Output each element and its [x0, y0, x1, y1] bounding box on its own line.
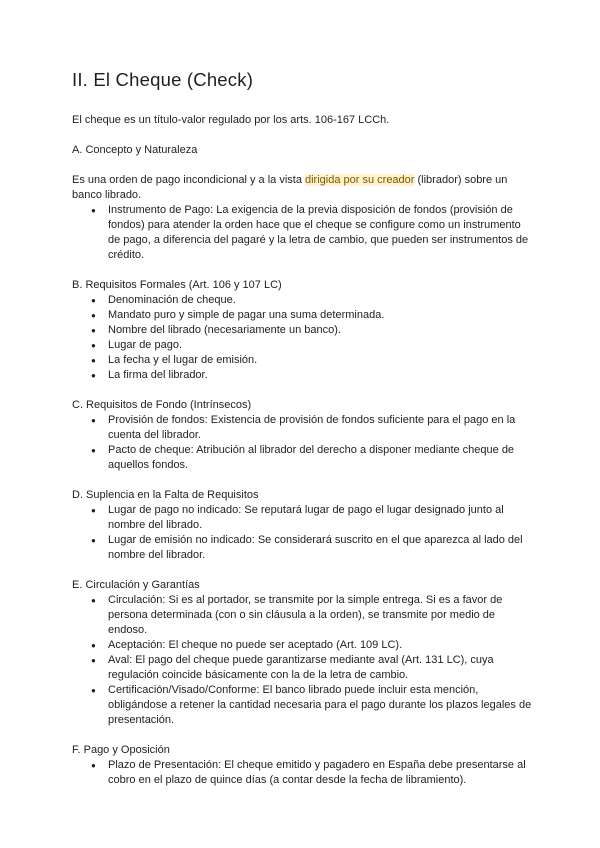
list-item: ● Plazo de Presentación: El cheque emitido y pagadero en España debe presentarse al cobro en el plazo de quince días (a contar desde la fecha de libramiento). [108, 758, 532, 788]
section-f-heading: F. Pago y Oposición [72, 744, 170, 756]
section-d-heading: D. Suplencia en la Falta de Requisitos [72, 489, 259, 501]
section-a-text-after: (librador) sobre un banco librado. [72, 174, 508, 201]
list-item: ● Instrumento de Pago: La exigencia de la previa disposición de fondos (provisión de fondos) para atender la orden hace que el cheque se configure como un instrumento de pago, a diferencia del pagaré y la letra de cambio, que pueden ser instrumentos de crédito. [108, 203, 532, 263]
list-item: ● Aceptación: El cheque no puede ser aceptado (Art. 109 LC). [108, 638, 532, 653]
list-item: ● Lugar de pago no indicado: Se reputará lugar de pago el lugar designado junto al nombre del librado. [108, 503, 532, 533]
list-item: ● Pacto de cheque: Atribución al librador del derecho a disponer mediante cheque de aquellos fondos. [108, 443, 532, 473]
document-page [72, 68, 532, 788]
section-b-heading: B. Requisitos Formales (Art. 106 y 107 LC) [72, 279, 282, 291]
list-item: ● Nombre del librado (necesariamente un banco). [108, 323, 532, 338]
list-item: ● Aval: El pago del cheque puede garantizarse mediante aval (Art. 131 LC), cuya regulación coincide básicamente con la de la letra de cambio. [108, 653, 532, 683]
page-title: II. El Cheque (Check) [72, 69, 254, 90]
list-item: ● Provisión de fondos: Existencia de provisión de fondos suficiente para el pago en la cuenta del librador. [108, 413, 532, 443]
section-e-list [72, 593, 532, 728]
section-c-list [72, 413, 532, 473]
section-a-heading: A. Concepto y Naturaleza [72, 144, 198, 156]
list-item: ● Denominación de cheque. [108, 293, 532, 308]
list-item: ● Certificación/Visado/Conforme: El banco librado puede incluir esta mención, obligándose a retener la cantidad necesaria para el pago durante los plazos legales de presentación. [108, 683, 532, 728]
list-item: ● La fecha y el lugar de emisión. [108, 353, 532, 368]
list-item: ● Lugar de emisión no indicado: Se considerará suscrito en el que aparezca al lado del nombre del librador. [108, 533, 532, 563]
section-a-text-before: Es una orden de pago incondicional y a la vista [72, 174, 305, 186]
intro-paragraph: El cheque es un título-valor regulado por los arts. 106-167 LCCh. [72, 114, 390, 126]
section-d-list [72, 503, 532, 563]
list-item: ● Lugar de pago. [108, 338, 532, 353]
list-item: ● Circulación: Si es al portador, se transmite por la simple entrega. Si es a favor de persona determinada (con o sin cláusula a la orden), se transmite por medio de endoso. [108, 593, 532, 638]
section-a-paragraph [72, 173, 532, 203]
section-a-list [72, 203, 532, 263]
section-c-heading: C. Requisitos de Fondo (Intrínsecos) [72, 399, 252, 411]
section-e-heading: E. Circulación y Garantías [72, 579, 200, 591]
highlighted-text: dirigida por su creador [305, 174, 415, 186]
section-f-list [72, 758, 532, 788]
section-b-list [72, 293, 532, 383]
list-item: ● Mandato puro y simple de pagar una suma determinada. [108, 308, 532, 323]
list-item: ● La firma del librador. [108, 368, 532, 383]
